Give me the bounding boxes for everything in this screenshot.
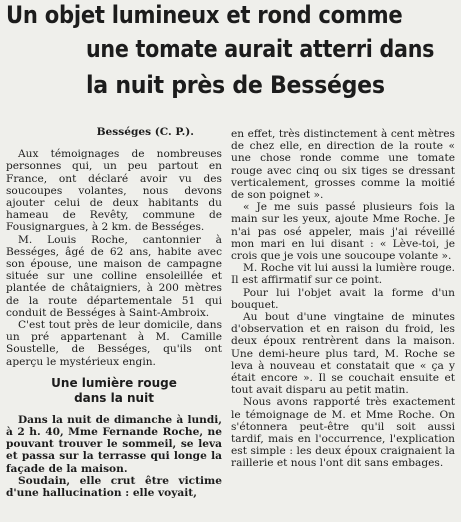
left-column: [6, 126, 222, 522]
subheading: [6, 376, 222, 406]
headline-line-3: la nuit près de Bességes: [86, 71, 385, 99]
paragraph: Pour lui l'objet avait la forme d'un bouquet.: [231, 286, 455, 311]
paragraph: Dans la nuit de dimanche à lundi, à 2 h. 40, Mme Fernande Roche, ne pouvant trouver le sommeil, se leva et passa sur la terrasse qui longe la façade de la maison.: [6, 413, 222, 475]
paragraph: C'est tout près de leur domicile, dans un pré appartenant à M. Camille Soustelle, de Bességes, qu'ils ont aperçu le mystérieux engin.: [6, 319, 222, 368]
headline-line-2: une tomate aurait atterri dans: [86, 35, 435, 63]
dateline: Bességes (C. P.).: [96, 126, 194, 138]
paragraph: Soudain, elle crut être victime d'une hallucination : elle voyait,: [6, 474, 222, 500]
subheading-line-2: dans la nuit: [74, 390, 154, 405]
paragraph: M. Louis Roche, cantonnier à Bességes, âgé de 62 ans, habite avec son épouse, une maison de campagne située sur une colline ensoleillée et plantée de châtaigniers, à 200 mètres de la route départementale 51 qui conduit de Bességes à Saint-Ambroix.: [6, 233, 222, 319]
paragraph: M. Roche vit lui aussi la lumière rouge. Il est affirmatif sur ce point.: [231, 262, 455, 287]
headline-line-1: Un objet lumineux et rond comme: [6, 1, 403, 29]
paragraph: Au bout d'une vingtaine de minutes d'observation et en raison du froid, les deux époux rentrèrent dans la maison. Une demi-heure plus tard, M. Roche se leva à nouveau et constatait que « ça y était encore ». Il se couchait ensuite et tout avait disparu au petit matin.: [231, 311, 455, 397]
paragraph: en effet, très distinctement à cent mètres de chez elle, en direction de la route « une chose ronde comme une tomate rouge avec cinq ou six tiges se dressant verticalement, grosses comme la moitié de son poignet ».: [231, 128, 455, 202]
paragraph: « Je me suis passé plusieurs fois la main sur les yeux, ajoute Mme Roche. Je n'ai pas osé appeler, mais j'ai réveillé mon mari en lui disant : « Lève-toi, je crois que je vois une soucoupe volante ».: [231, 201, 455, 263]
paragraph: Nous avons rapporté très exactement le témoignage de M. et Mme Roche. On s'étonnera peut-être qu'il soit aussi tardif, mais en l'occurrence, l'explication est simple : les deux époux craignaient la raillerie et nous l'ont dit sans embages.: [231, 396, 455, 470]
right-column: [231, 128, 455, 522]
paragraph: Aux témoignages de nombreuses personnes qui, un peu partout en France, ont déclaré avoir vu des soucoupes volantes, nous devons ajouter celui de deux habitants du hameau de Revêty, commune de Fousignargues, à 2 km. de Bességes.: [6, 148, 222, 234]
subheading-line-1: Une lumière rouge: [51, 375, 177, 390]
